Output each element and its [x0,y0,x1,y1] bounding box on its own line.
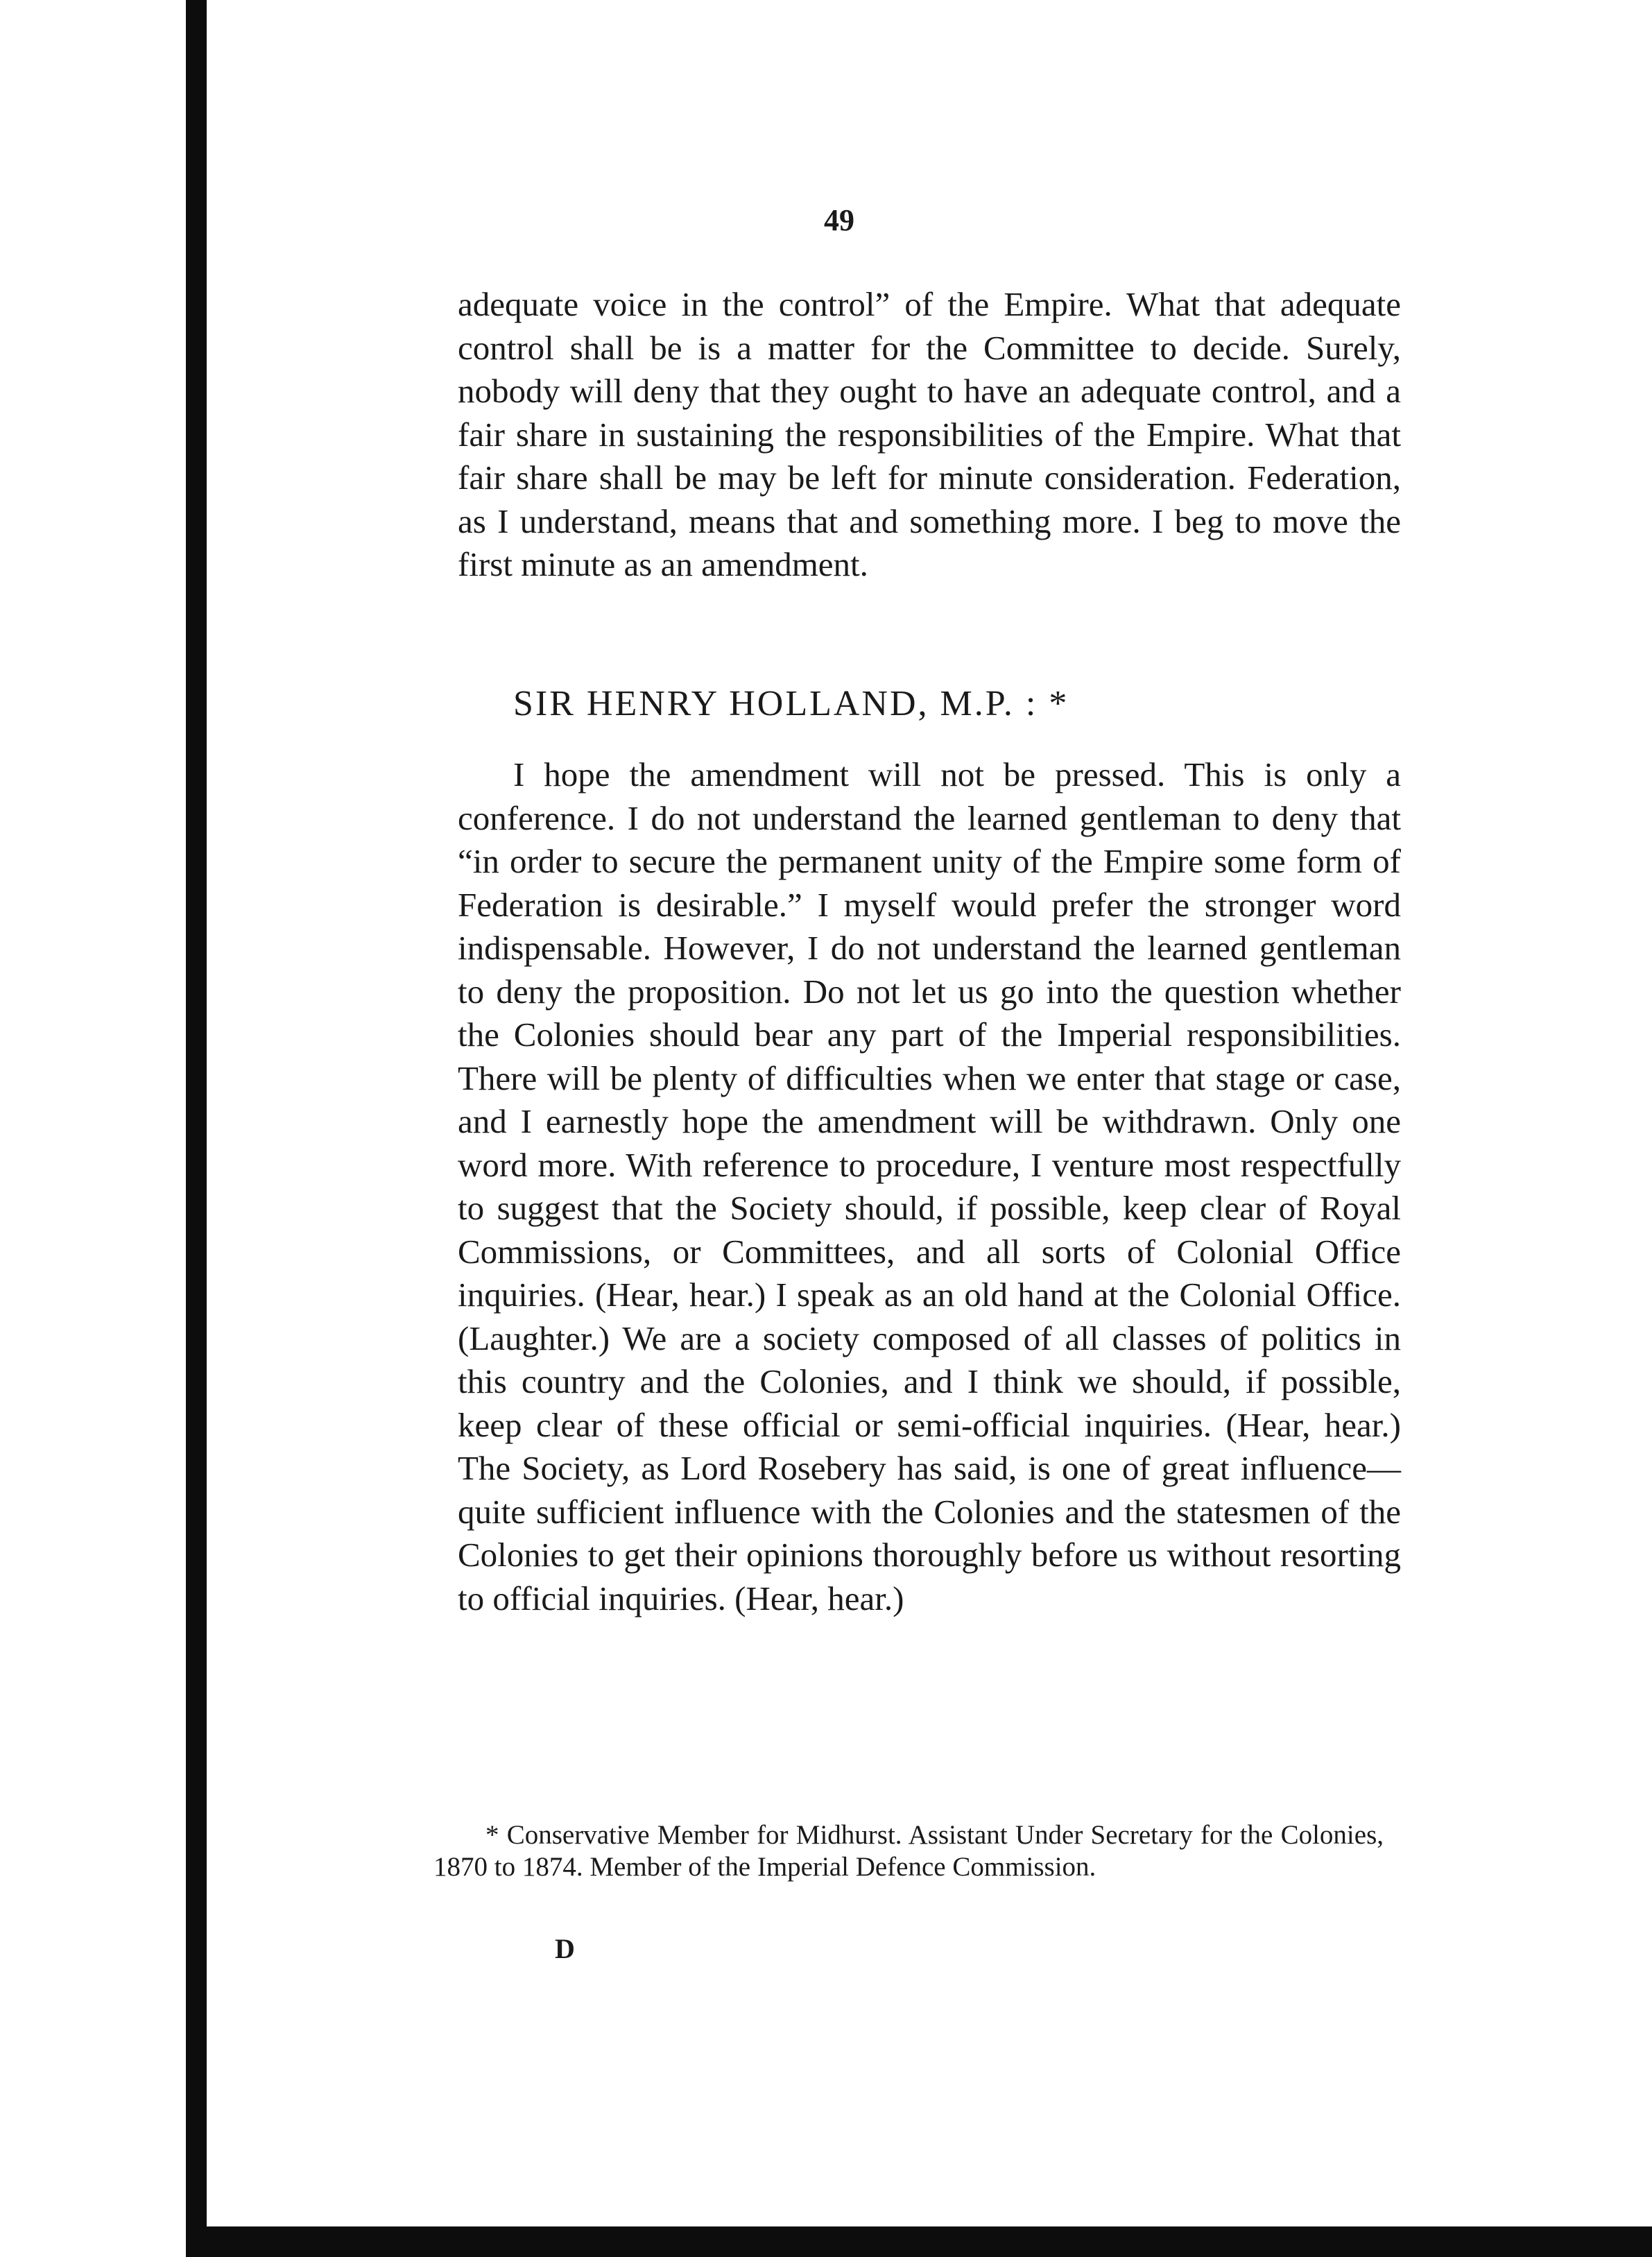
page-bottom-edge [186,2226,1652,2257]
book-binding-edge [186,0,207,2257]
footnote: * Conservative Member for Midhurst. Assistant Under Secretary for the Colonies, 1870 to 1874. Member of the Imperial Defence Commission. [433,1820,1384,1882]
signature-mark: D [555,1933,575,1964]
speaker-heading: SIR HENRY HOLLAND, M.P. : * [513,684,1069,723]
speech-block [458,753,1401,1620]
continuation-block [458,283,1401,587]
scan-margin [0,0,186,2257]
continuation-paragraph: adequate voice in the control” of the Empire. What that adequate control shall be is a matter for the Committee to decide. Surely, nobody will deny that they ought to have an adequate control, and a fair share in sustaining the responsibilities of the Empire. What that fair share shall be may be left for minute consideration. Federation, as I understand, means that and something more. I beg to move the first minute as an amendment. [458,285,1401,583]
page-number: 49 [824,203,854,237]
speech-paragraph: I hope the amendment will not be pressed. This is only a conference. I do not understand the learned gentleman to deny that “in order to secure the permanent unity of the Empire some form of Federation is desirable.” I myself would prefer the stronger word indispensable. However, I do not understand the learned gentleman to deny the proposition. Do not let us go into the question whether the Colonies should bear any part of the Imperial responsibilities. There will be plenty of difficulties when we enter that stage or case, and I earnestly hope the amendment will be withdrawn. Only one word more. With reference to procedure, I venture most respectfully to suggest that the Society should, if possible, keep clear of Royal Commissions, or Committees, and all sorts of Colonial Office inquiries. (Hear, hear.) I speak as an old hand at the Colonial Office. (Laughter.) We are a society composed of all classes of politics in this country and the Colonies, and I think we should, if possible, keep clear of these official or semi-official inquiries. (Hear, hear.) The Society, as Lord Rosebery has said, is one of great influence—quite sufficient influence with the Colonies and the statesmen of the Colonies to get their opinions thoroughly before us without resorting to official inquiries. (Hear, hear.) [458,755,1401,1617]
